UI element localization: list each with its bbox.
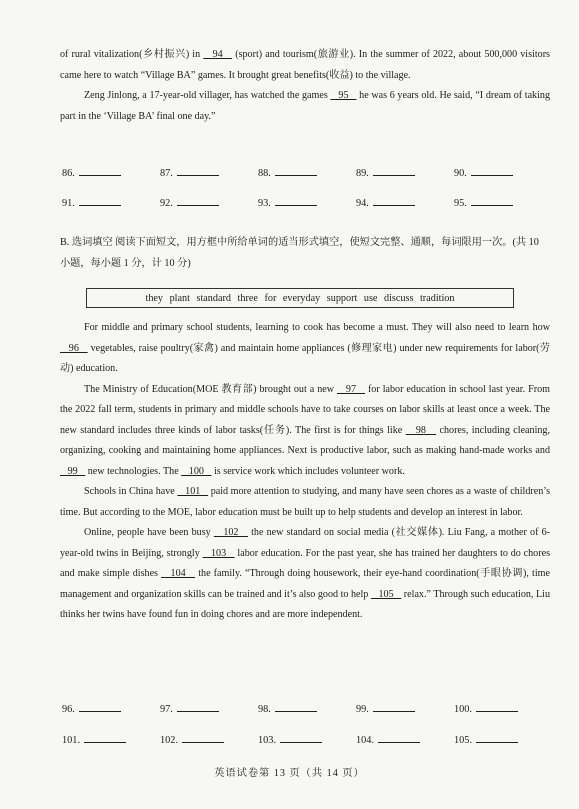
blank-number: 105 [370, 588, 402, 600]
answer-line [79, 196, 121, 206]
question-number: 89. [356, 168, 369, 179]
answer-blank [454, 166, 552, 179]
question-number: 90. [454, 168, 467, 179]
answer-line [373, 166, 415, 176]
blank-number: 101 [177, 486, 209, 497]
blank-number: 103 [202, 547, 235, 559]
answer-line [79, 166, 121, 176]
answer-line [84, 733, 126, 743]
paragraph [60, 318, 550, 380]
paragraph-text: relax.” Through such education, Liu thinks her twins have found fun in doing chores and are more independent. [60, 588, 550, 620]
question-number: 104. [356, 735, 375, 746]
answer-line [177, 166, 219, 176]
answer-blank [356, 733, 454, 746]
answer-blank [454, 702, 552, 715]
paragraph-text: paid more attention to studying, and many have seen chores as a waste of children’s time. But according to the MOE, labor education must be built up to help students and develop an interest in labor. [60, 486, 551, 518]
question-number: 105. [454, 735, 473, 746]
paragraph [60, 523, 550, 626]
answer-line [476, 702, 518, 712]
question-number: 86. [62, 168, 75, 179]
answer-blank [62, 702, 160, 715]
page-footer: 英语试卷第 13 页（共 14 页） [214, 768, 365, 779]
answer-blank [356, 196, 454, 209]
blank-number: 94 [203, 49, 233, 60]
paragraph-text: he was 6 years old. He said, “I dream of taking part in the ‘Village BA’ final one day.” [60, 90, 550, 122]
answer-blank [160, 196, 258, 209]
answer-row-b2 [62, 733, 552, 746]
answer-row-b1 [62, 702, 552, 715]
paragraph [60, 45, 550, 86]
answer-line [177, 702, 219, 712]
paragraph-text: labor education. For the past year, she has trained her daughters to do chores and make simple dishes [60, 547, 550, 579]
question-number: 101. [62, 735, 81, 746]
answer-line [275, 702, 317, 712]
answer-blank [62, 196, 160, 209]
question-number: 91. [62, 198, 75, 209]
answer-line [471, 166, 513, 176]
paragraph-text: Schools in China have [84, 486, 178, 497]
answer-line [182, 733, 224, 743]
paragraph [60, 380, 550, 483]
blank-number: 97 [337, 383, 365, 395]
paragraph-text: Zeng Jinlong, a 17-year-old villager, has watched the games [84, 90, 331, 101]
answer-line [378, 733, 420, 743]
paragraph-text: new technologies. The [85, 465, 182, 477]
passage [60, 318, 550, 626]
blank-number: 99 [60, 465, 86, 477]
answer-blank [356, 702, 454, 715]
answer-line [471, 196, 513, 206]
answer-blank [356, 166, 454, 179]
paragraph [60, 86, 550, 127]
paragraph-text: (sport) and tourism(旅游业). In the summer of 2022, about 500,000 visitors came here to watch “Village BA” games. It brought great benefits(收益) to the village. [60, 49, 550, 81]
answer-line [275, 196, 317, 206]
question-number: 102. [160, 735, 179, 746]
answer-blank [160, 702, 258, 715]
question-number: 92. [160, 198, 173, 209]
question-number: 94. [356, 198, 369, 209]
question-number: 103. [258, 735, 277, 746]
answer-line [476, 733, 518, 743]
blank-number: 100 [181, 465, 212, 477]
question-number: 100. [454, 704, 473, 715]
paragraph [60, 482, 550, 523]
answer-blank [160, 166, 258, 179]
question-number: 98. [258, 704, 271, 715]
answer-line [373, 196, 415, 206]
question-number: 87. [160, 168, 173, 179]
blank-number: 96 [60, 342, 88, 354]
answer-line [373, 702, 415, 712]
answer-row-a1 [62, 166, 552, 179]
answer-row-a2 [62, 196, 552, 209]
paragraph-text: of rural vitalization(乡村振兴) in [60, 49, 204, 60]
paragraph-text: the new standard on social media (社交媒体). Liu Fang, a mother of 6-year-old twins in Beijing, strongly [60, 527, 550, 559]
paragraph-text: chores, including cleaning, organizing, cooking and maintaining home appliances. Next is productive labor, such as making hand-made works and [60, 424, 550, 456]
paragraph-text: vegetables, raise poultry(家禽) and maintain home appliances (修理家电) under new requirements for labor(劳动) education. [60, 342, 551, 374]
blank-number: 95 [330, 90, 357, 101]
paragraph-text: The Ministry of Education(MOE 教育部) brought out a new [84, 383, 337, 395]
word-box: they plant standard three for everyday support use discuss tradition [86, 288, 514, 308]
paragraph-text: for labor education in school last year. From the 2022 fall term, students in primary and middle schools have to take courses on labor skills at least once a week. The new standard includes three kinds of labor tasks(任务). The first is for things like [60, 383, 550, 436]
question-number: 99. [356, 704, 369, 715]
question-number: 97. [160, 704, 173, 715]
answer-blank [62, 166, 160, 179]
blank-number: 104 [161, 568, 196, 579]
answer-blank [258, 166, 356, 179]
paragraph-text: For middle and primary school students, learning to cook has become a must. They will also need to learn how [84, 322, 550, 333]
question-number: 96. [62, 704, 75, 715]
answer-blank [258, 702, 356, 715]
question-number: 88. [258, 168, 271, 179]
top-paragraphs [60, 45, 550, 127]
answer-blank [258, 733, 356, 746]
answer-blank [454, 733, 552, 746]
answer-line [280, 733, 322, 743]
answer-blank [258, 196, 356, 209]
question-number: 93. [258, 198, 271, 209]
paragraph-text: the family. “Through doing housework, their eye-hand coordination(手眼协调), time management and organization skills can be trained and it’s also good to help [60, 568, 550, 600]
answer-blank [160, 733, 258, 746]
paragraph-text: Online, people have been busy [84, 527, 214, 538]
section-b-title: B. 选词填空 阅读下面短文，用方框中所给单词的适当形式填空，使短文完整、通顺，每词限用一次。(共 10 小题，每小题 1 分，计 10 分) [60, 237, 539, 269]
blank-number: 98 [405, 424, 437, 436]
blank-number: 102 [213, 527, 248, 538]
answer-line [79, 702, 121, 712]
paragraph-text: is service work which includes volunteer work. [211, 465, 405, 477]
answer-line [177, 196, 219, 206]
answer-blank [62, 733, 160, 746]
answer-line [275, 166, 317, 176]
answer-blank [454, 196, 552, 209]
question-number: 95. [454, 198, 467, 209]
